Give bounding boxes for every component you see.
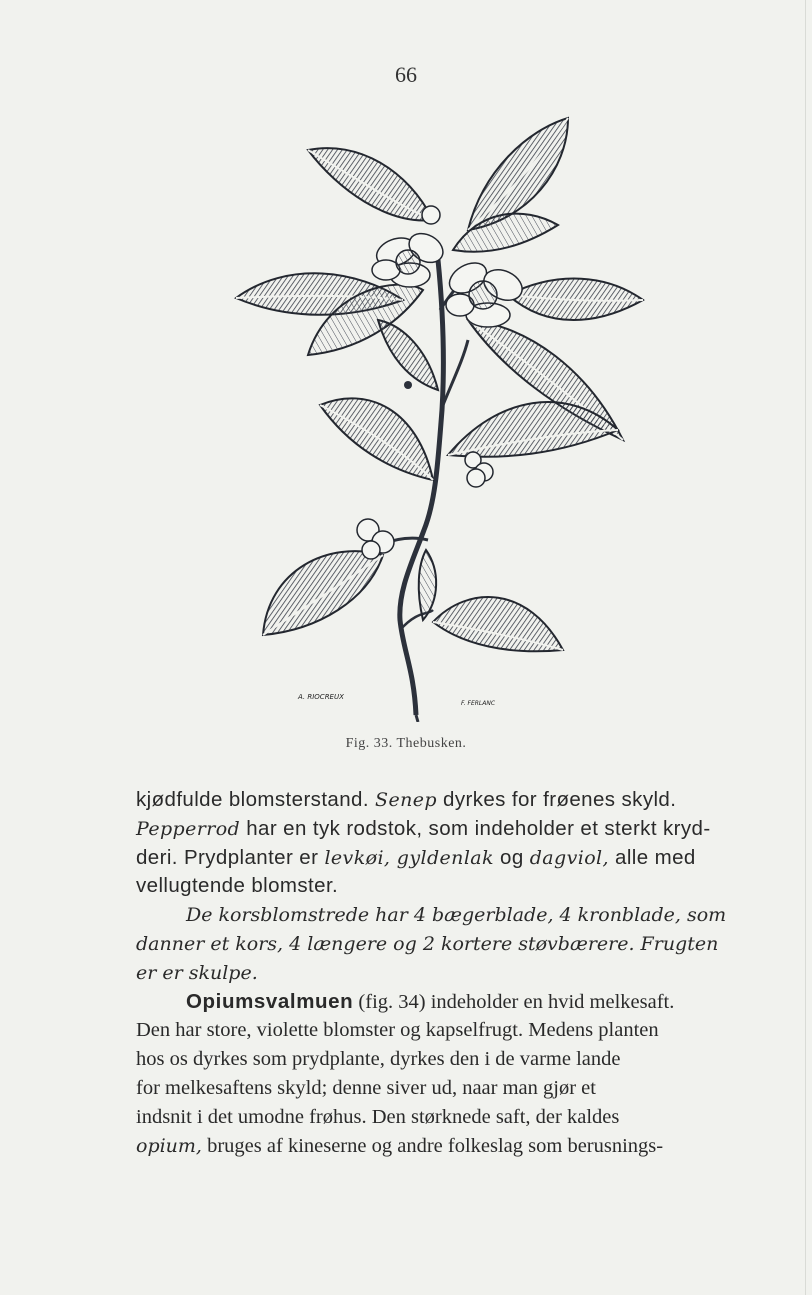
text-run: hos os dyrkes som prydplante, dyrkes den i de varme lande xyxy=(136,1048,621,1071)
paragraph-cruciferous-crops xyxy=(136,786,750,901)
figure-caption: Fig. 33. Thebusken. xyxy=(345,736,467,751)
text-run: Den har store, violette blomster og kapselfrugt. Medens planten xyxy=(136,1019,659,1042)
leaf-top-left xyxy=(308,148,433,220)
term-opiumsvalmuen: Opiumsvalmuen xyxy=(186,989,354,1013)
text-run: alle med xyxy=(608,845,696,869)
text-run: danner et kors, 4 længere og 2 kortere støvbærere. Frugten xyxy=(136,932,719,955)
page-number: 66 xyxy=(395,62,417,87)
leaf-upper-right-small xyxy=(453,214,558,252)
leaf-lower-right xyxy=(433,597,563,651)
tea-plant-illustration xyxy=(228,110,648,722)
artist-signature-right: F. FERLANC xyxy=(461,700,496,707)
leaf-mid-left-lower xyxy=(378,320,438,390)
paragraph-opium-poppy xyxy=(136,988,750,1161)
text-run: bruges af kineserne og andre folkeslag som berusnings- xyxy=(201,1134,664,1157)
artist-signature-left: A. RIOCREUX xyxy=(298,693,344,701)
term-pepperrod: Pepperrod xyxy=(136,817,241,840)
text-run: er er skulpe. xyxy=(136,961,258,984)
text-run: De korsblomstrede har 4 bægerblade, 4 kronblade, som xyxy=(186,904,727,927)
text-run: (fig. 34) indeholder en hvid melkesaft. xyxy=(353,990,675,1013)
body-text xyxy=(136,786,750,1160)
tea-plant-drawing xyxy=(228,110,648,722)
text-run: vellugtende blomster. xyxy=(136,874,339,898)
term-opium: opium, xyxy=(136,1134,202,1157)
text-run: har en tyk rodstok, som indeholder et sterkt kryd- xyxy=(240,816,711,840)
term-senep: Senep xyxy=(375,789,437,811)
leaf-lower-small xyxy=(419,550,436,620)
paragraph-cruciferous-definition xyxy=(136,901,750,987)
leaf-mid-right-wide xyxy=(508,279,643,320)
term-dagviol: dagviol, xyxy=(529,846,609,869)
leaf-center-left xyxy=(320,398,433,480)
text-run: indsnit i det umodne frøhus. Den størknede saft, der kaldes xyxy=(136,1105,620,1128)
text-run: for melkesaftens skyld; denne siver ud, naar man gjør et xyxy=(136,1076,596,1099)
text-run: kjødfulde blomsterstand. xyxy=(136,788,376,811)
text-run: dyrkes for frøenes skyld. xyxy=(436,788,677,811)
term-levkoi-gyldenlak: levkøi, gyldenlak xyxy=(324,846,494,869)
leaf-lower-left xyxy=(263,551,383,635)
flower-center xyxy=(444,257,527,327)
main-stem xyxy=(400,260,444,715)
text-run: deri. Prydplanter er xyxy=(136,845,325,869)
page-edge xyxy=(805,0,806,1295)
fruit-cluster xyxy=(357,519,394,559)
flower-upper xyxy=(372,228,448,287)
text-run: og xyxy=(493,845,530,869)
